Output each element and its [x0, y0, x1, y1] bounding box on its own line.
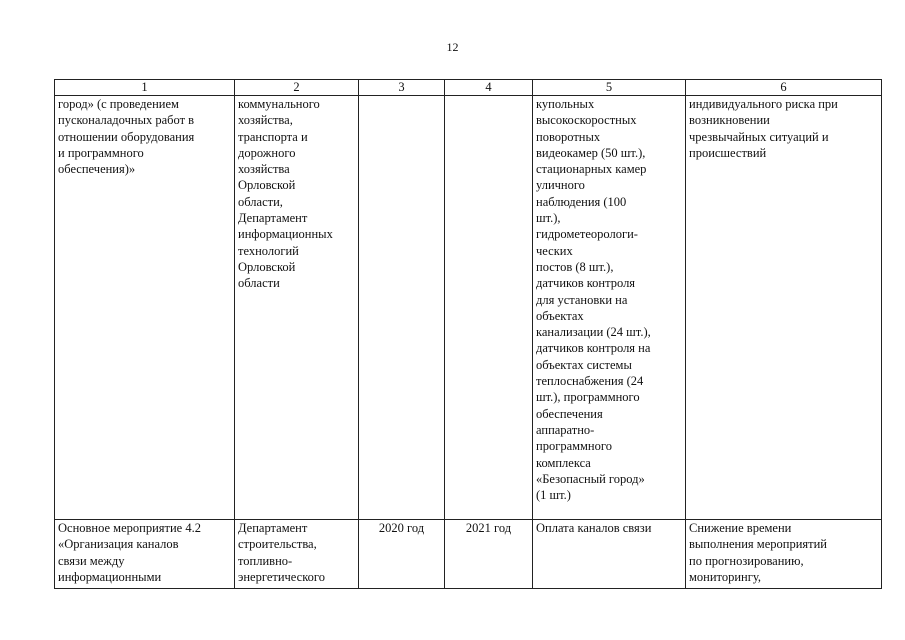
- row1-result-cell: [686, 96, 882, 520]
- row1-executor-cell: [235, 96, 359, 520]
- row2-result-cell: [686, 520, 882, 589]
- cell-line: Оплата каналов связи: [536, 521, 652, 535]
- cell-line: обеспечения: [536, 406, 603, 421]
- table-row: [55, 96, 882, 520]
- row2-measure-cell: [55, 520, 235, 589]
- cell-line: датчиков контроля: [536, 276, 636, 291]
- cell-line: топливно-: [238, 553, 293, 568]
- cell-line: возникновении: [689, 113, 770, 128]
- cell-line: датчиков контроля на: [536, 341, 651, 356]
- cell-line: наблюдения (100: [536, 194, 627, 209]
- cell-line: гидрометеорологи-: [536, 227, 638, 242]
- header-col-1: 1: [55, 80, 235, 96]
- row1-end-year-cell: [445, 96, 533, 520]
- row1-start-year-cell: [359, 96, 445, 520]
- program-table: [54, 79, 882, 589]
- row2-content-cell: [533, 520, 686, 589]
- header-row: [55, 80, 882, 96]
- cell-line: уличного: [536, 178, 585, 193]
- cell-line: отношении оборудования: [58, 129, 195, 144]
- cell-line: Снижение времени: [689, 521, 792, 535]
- cell-line: для установки на: [536, 292, 628, 307]
- cell-line: хозяйства,: [238, 113, 293, 128]
- cell-line: энергетического: [238, 569, 325, 584]
- cell-line: технологий: [238, 243, 299, 258]
- cell-line: видеокамер (50 шт.),: [536, 145, 646, 160]
- cell-line: области: [238, 276, 280, 291]
- row1-measure-cell: [55, 96, 235, 520]
- cell-line: шт.),: [536, 211, 561, 226]
- row2-end-year-cell: 2021 год: [445, 520, 533, 589]
- header-col-2: 2: [235, 80, 359, 96]
- cell-line: комплекса: [536, 455, 591, 470]
- cell-line: город» (с проведением: [58, 97, 179, 111]
- cell-line: коммунального: [238, 97, 320, 111]
- header-col-3: 3: [359, 80, 445, 96]
- header-col-6: 6: [686, 80, 882, 96]
- cell-line: шт.), программного: [536, 390, 640, 405]
- cell-line: Орловской: [238, 259, 296, 274]
- cell-line: Департамент: [238, 211, 308, 226]
- cell-line: аппаратно-: [536, 422, 595, 437]
- cell-line: (1 шт.): [536, 488, 571, 503]
- row1-content-cell: [533, 96, 686, 520]
- header-col-4: 4: [445, 80, 533, 96]
- cell-line: Орловской: [238, 178, 296, 193]
- cell-line: мониторингу,: [689, 569, 761, 584]
- cell-line: чрезвычайных ситуаций и: [689, 129, 829, 144]
- cell-line: Основное мероприятие 4.2: [58, 521, 201, 535]
- cell-line: «Безопасный город»: [536, 471, 645, 486]
- cell-line: высокоскоростных: [536, 113, 637, 128]
- cell-line: выполнения мероприятий: [689, 537, 827, 552]
- row2-start-year-cell: 2020 год: [359, 520, 445, 589]
- cell-line: постов (8 шт.),: [536, 259, 614, 274]
- cell-line: объектах: [536, 308, 584, 323]
- cell-line: по прогнозированию,: [689, 553, 804, 568]
- cell-line: связи между: [58, 553, 125, 568]
- cell-line: программного: [536, 439, 612, 454]
- table-row: [55, 520, 882, 589]
- cell-line: «Организация каналов: [58, 537, 179, 552]
- row2-executor-cell: [235, 520, 359, 589]
- cell-line: строительства,: [238, 537, 317, 552]
- cell-line: информационных: [238, 227, 333, 242]
- cell-line: поворотных: [536, 129, 601, 144]
- cell-line: канализации (24 шт.),: [536, 325, 651, 340]
- cell-line: пусконаладочных работ в: [58, 113, 195, 128]
- cell-line: информационными: [58, 569, 162, 584]
- cell-line: Департамент: [238, 521, 308, 535]
- cell-line: объектах системы: [536, 357, 632, 372]
- page-number: 12: [446, 40, 459, 54]
- cell-line: и программного: [58, 145, 144, 160]
- cell-line: дорожного: [238, 145, 296, 160]
- cell-line: транспорта и: [238, 129, 308, 144]
- cell-line: ческих: [536, 243, 573, 258]
- cell-line: стационарных камер: [536, 162, 647, 177]
- cell-line: купольных: [536, 97, 595, 111]
- cell-line: индивидуального риска при: [689, 97, 838, 111]
- header-col-5: 5: [533, 80, 686, 96]
- cell-line: обеспечения)»: [58, 162, 136, 177]
- cell-line: хозяйства: [238, 162, 290, 177]
- cell-line: происшествий: [689, 145, 767, 160]
- cell-line: области,: [238, 194, 283, 209]
- cell-line: теплоснабжения (24: [536, 374, 644, 389]
